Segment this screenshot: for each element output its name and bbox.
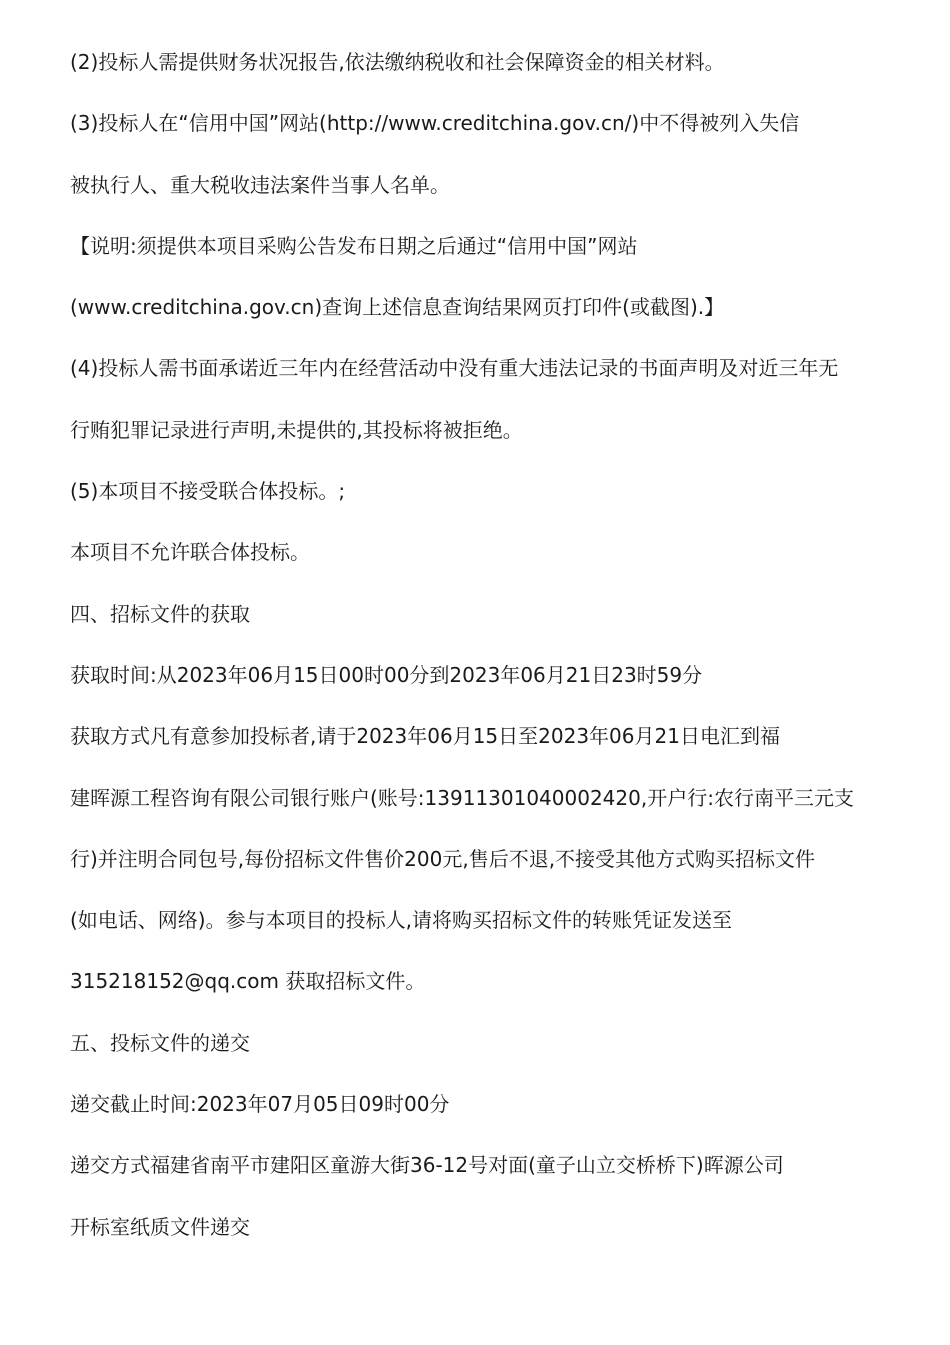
- text-line-acquisition-method: 获取方式凡有意参加投标者,请于2023年06月15日至2023年06月21日电汇到福: [70, 724, 780, 749]
- text-line-submission-method: 递交方式福建省南平市建阳区童游大街36-12号对面(童子山立交桥桥下)晖源公司: [70, 1153, 784, 1178]
- section-heading-submission: 五、投标文件的递交: [70, 1030, 250, 1055]
- section-heading-acquisition: 四、招标文件的获取: [70, 601, 250, 626]
- text-line-submission-room: 开标室纸质文件递交: [70, 1214, 250, 1239]
- text-line-req-3: (3)投标人在“信用中国”网站(http://www.creditchina.gov.cn/)中不得被列入失信: [70, 111, 800, 136]
- text-line-req-3-cont: 被执行人、重大税收违法案件当事人名单。: [70, 172, 450, 197]
- text-line-req-5: (5)本项目不接受联合体投标。;: [70, 479, 346, 504]
- text-line-email: 315218152@qq.com 获取招标文件。: [70, 969, 426, 994]
- text-line-acquisition-time: 获取时间:从2023年06月15日00时00分到2023年06月21日23时59分: [70, 662, 703, 687]
- text-line-note: 【说明:须提供本项目采购公告发布日期之后通过“信用中国”网站: [70, 233, 638, 258]
- text-line-req-4-cont: 行贿犯罪记录进行声明,未提供的,其投标将被拒绝。: [70, 417, 523, 442]
- text-line-price: 行)并注明合同包号,每份招标文件售价200元,售后不退,不接受其他方式购买招标文件: [70, 846, 816, 871]
- text-line-send-voucher: (如电话、网络)。参与本项目的投标人,请将购买招标文件的转账凭证发送至: [70, 908, 732, 933]
- text-line-req-2: (2)投标人需提供财务状况报告,依法缴纳税收和社会保障资金的相关材料。: [70, 50, 725, 74]
- text-line-note-cont: (www.creditchina.gov.cn)查询上述信息查询结果网页打印件(或截图).】: [70, 295, 725, 320]
- text-line-consortium: 本项目不允许联合体投标。: [70, 540, 310, 565]
- document-body: [70, 44, 890, 1270]
- text-line-req-4: (4)投标人需书面承诺近三年内在经营活动中没有重大违法记录的书面声明及对近三年无: [70, 356, 839, 381]
- text-line-bank-account: 建晖源工程咨询有限公司银行账户(账号:13911301040002420,开户行:农行南平三元支: [70, 785, 854, 810]
- text-line-deadline: 递交截止时间:2023年07月05日09时00分: [70, 1092, 450, 1117]
